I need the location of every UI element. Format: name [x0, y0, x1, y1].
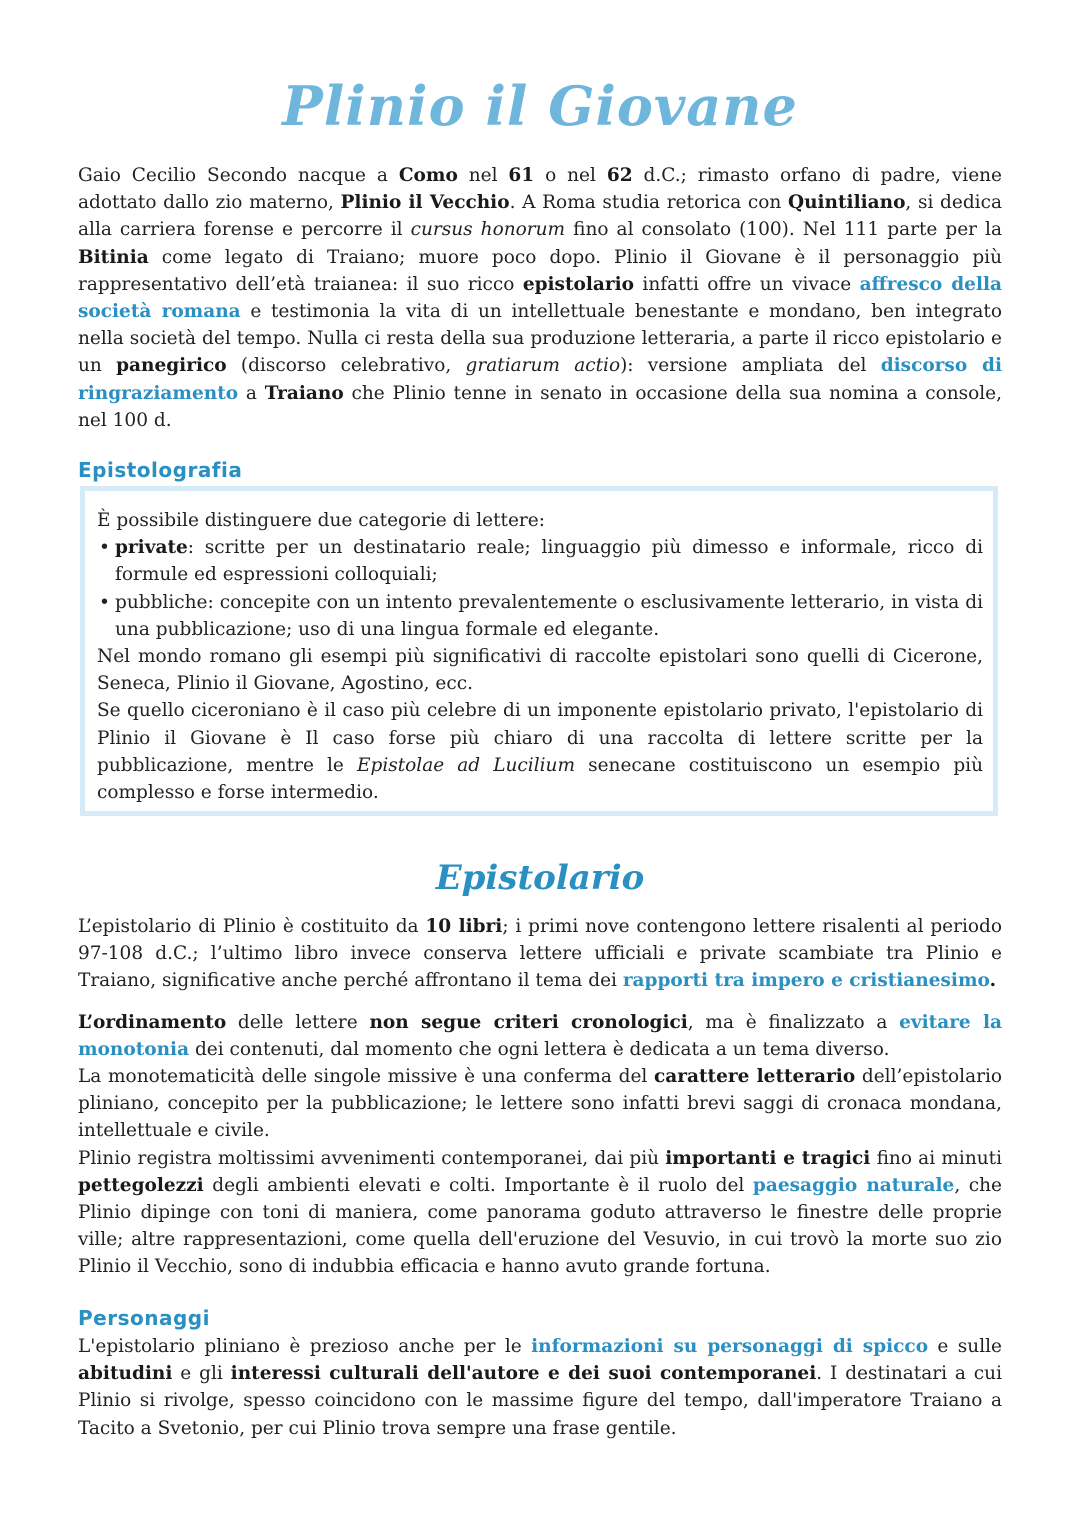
- personaggi-heading: Personaggi: [78, 1306, 210, 1330]
- intro-section: [78, 162, 1002, 434]
- list-item: • pubbliche: concepite con un intento prevalentemente o esclusivamente letterario, in vista di una pubblicazione; uso di una lingua formale ed elegante.: [97, 589, 983, 643]
- box-paragraph: Nel mondo romano gli esempi più significativi di raccolte epistolari sono quelli di Cicerone, Seneca, Plinio il Giovane, Agostino, ecc.: [97, 646, 983, 695]
- epistolografia-box: [80, 486, 998, 816]
- box-paragraph: Se quello ciceroniano è il caso più celebre di un imponente epistolario privato, l'epistolario di Plinio il Giovane è Il caso forse più chiaro di una raccolta di lettere scritte per la pubblicazione, mentre le Epistolae ad Lucilium senecane costituiscono un esempio più complesso e forse intermedio.: [97, 700, 983, 804]
- epistolario-paragraph: Plinio registra moltissimi avvenimenti contemporanei, dai più importanti e tragici fino ai minuti pettegolezzi degli ambienti elevati e colti. Importante è il ruolo del paesaggio naturale, che Plinio dipinge con toni di maniera, come panorama goduto attraverso le finestre delle proprie ville; altre rappresentazioni, come quella dell'eruzione del Vesuvio, in cui trovò la morte suo zio Plinio il Vecchio, sono di indubbia efficacia e hanno avuto grande fortuna.: [78, 1147, 1002, 1278]
- intro-paragraph: Gaio Cecilio Secondo nacque a Como nel 61 o nel 62 d.C.; rimasto orfano di padre, viene adottato dallo zio materno, Plinio il Vecchio. A Roma studia retorica con Quintiliano, si dedica alla carriera forense e percorre il cursus honorum fino al consolato (100). Nel 111 parte per la Bitinia come legato di Traiano; muore poco dopo. Plinio il Giovane è il personaggio più rappresentativo dell’età traianea: il suo ricco epistolario infatti offre un vivace affresco della società romana e testimonia la vita di un intellettuale benestante e mondano, ben integrato nella società del tempo. Nulla ci resta della sua produzione letteraria, a parte il ricco epistolario e un panegirico (discorso celebrativo, gratiarum actio): versione ampliata del discorso di ringraziamento a Traiano che Plinio tenne in senato in occasione della sua nomina a console, nel 100 d.: [78, 165, 1003, 431]
- section-title-epistolario: Epistolario: [435, 858, 645, 898]
- personaggi-section: [78, 1333, 1002, 1442]
- epistolario-paragraph: La monotematicità delle singole missive è una conferma del carattere letterario dell’epistolario pliniano, concepito per la pubblicazione; le lettere sono infatti brevi saggi di cronaca mondana, intellettuale e civile.: [78, 1066, 1002, 1142]
- page-title: Plinio il Giovane: [282, 74, 798, 138]
- epistolario-paragraph: L’ordinamento delle lettere non segue criteri cronologici, ma è finalizzato a evitare la monotonia dei contenuti, dal momento che ogni lettera è dedicata a un tema diverso.: [78, 1011, 1003, 1060]
- epistolario-paragraph: L’epistolario di Plinio è costituito da 10 libri; i primi nove contengono lettere risalenti al periodo 97-108 d.C.; l’ultimo libro invece conserva lettere ufficiali e private scambiate tra Plinio e Traiano, significative anche perché affrontano il tema dei rapporti tra impero e cristianesimo.: [78, 916, 1002, 992]
- epistolario-section: [78, 913, 1002, 1281]
- letter-categories-list: [97, 534, 983, 643]
- list-item: • private: scritte per un destinatario reale; linguaggio più dimesso e informale, ricco di formule ed espressioni colloquiali;: [97, 534, 983, 588]
- box-lead: È possibile distinguere due categorie di lettere:: [97, 510, 545, 531]
- epistolografia-heading: Epistolografia: [78, 458, 243, 482]
- personaggi-paragraph: L'epistolario pliniano è prezioso anche per le informazioni su personaggi di spicco e sulle abitudini e gli interessi culturali dell'autore e dei suoi contemporanei. I destinatari a cui Plinio si rivolge, spesso coincidono con le massime figure del tempo, dall'imperatore Traiano a Tacito a Svetonio, per cui Plinio trova sempre una frase gentile.: [78, 1336, 1002, 1439]
